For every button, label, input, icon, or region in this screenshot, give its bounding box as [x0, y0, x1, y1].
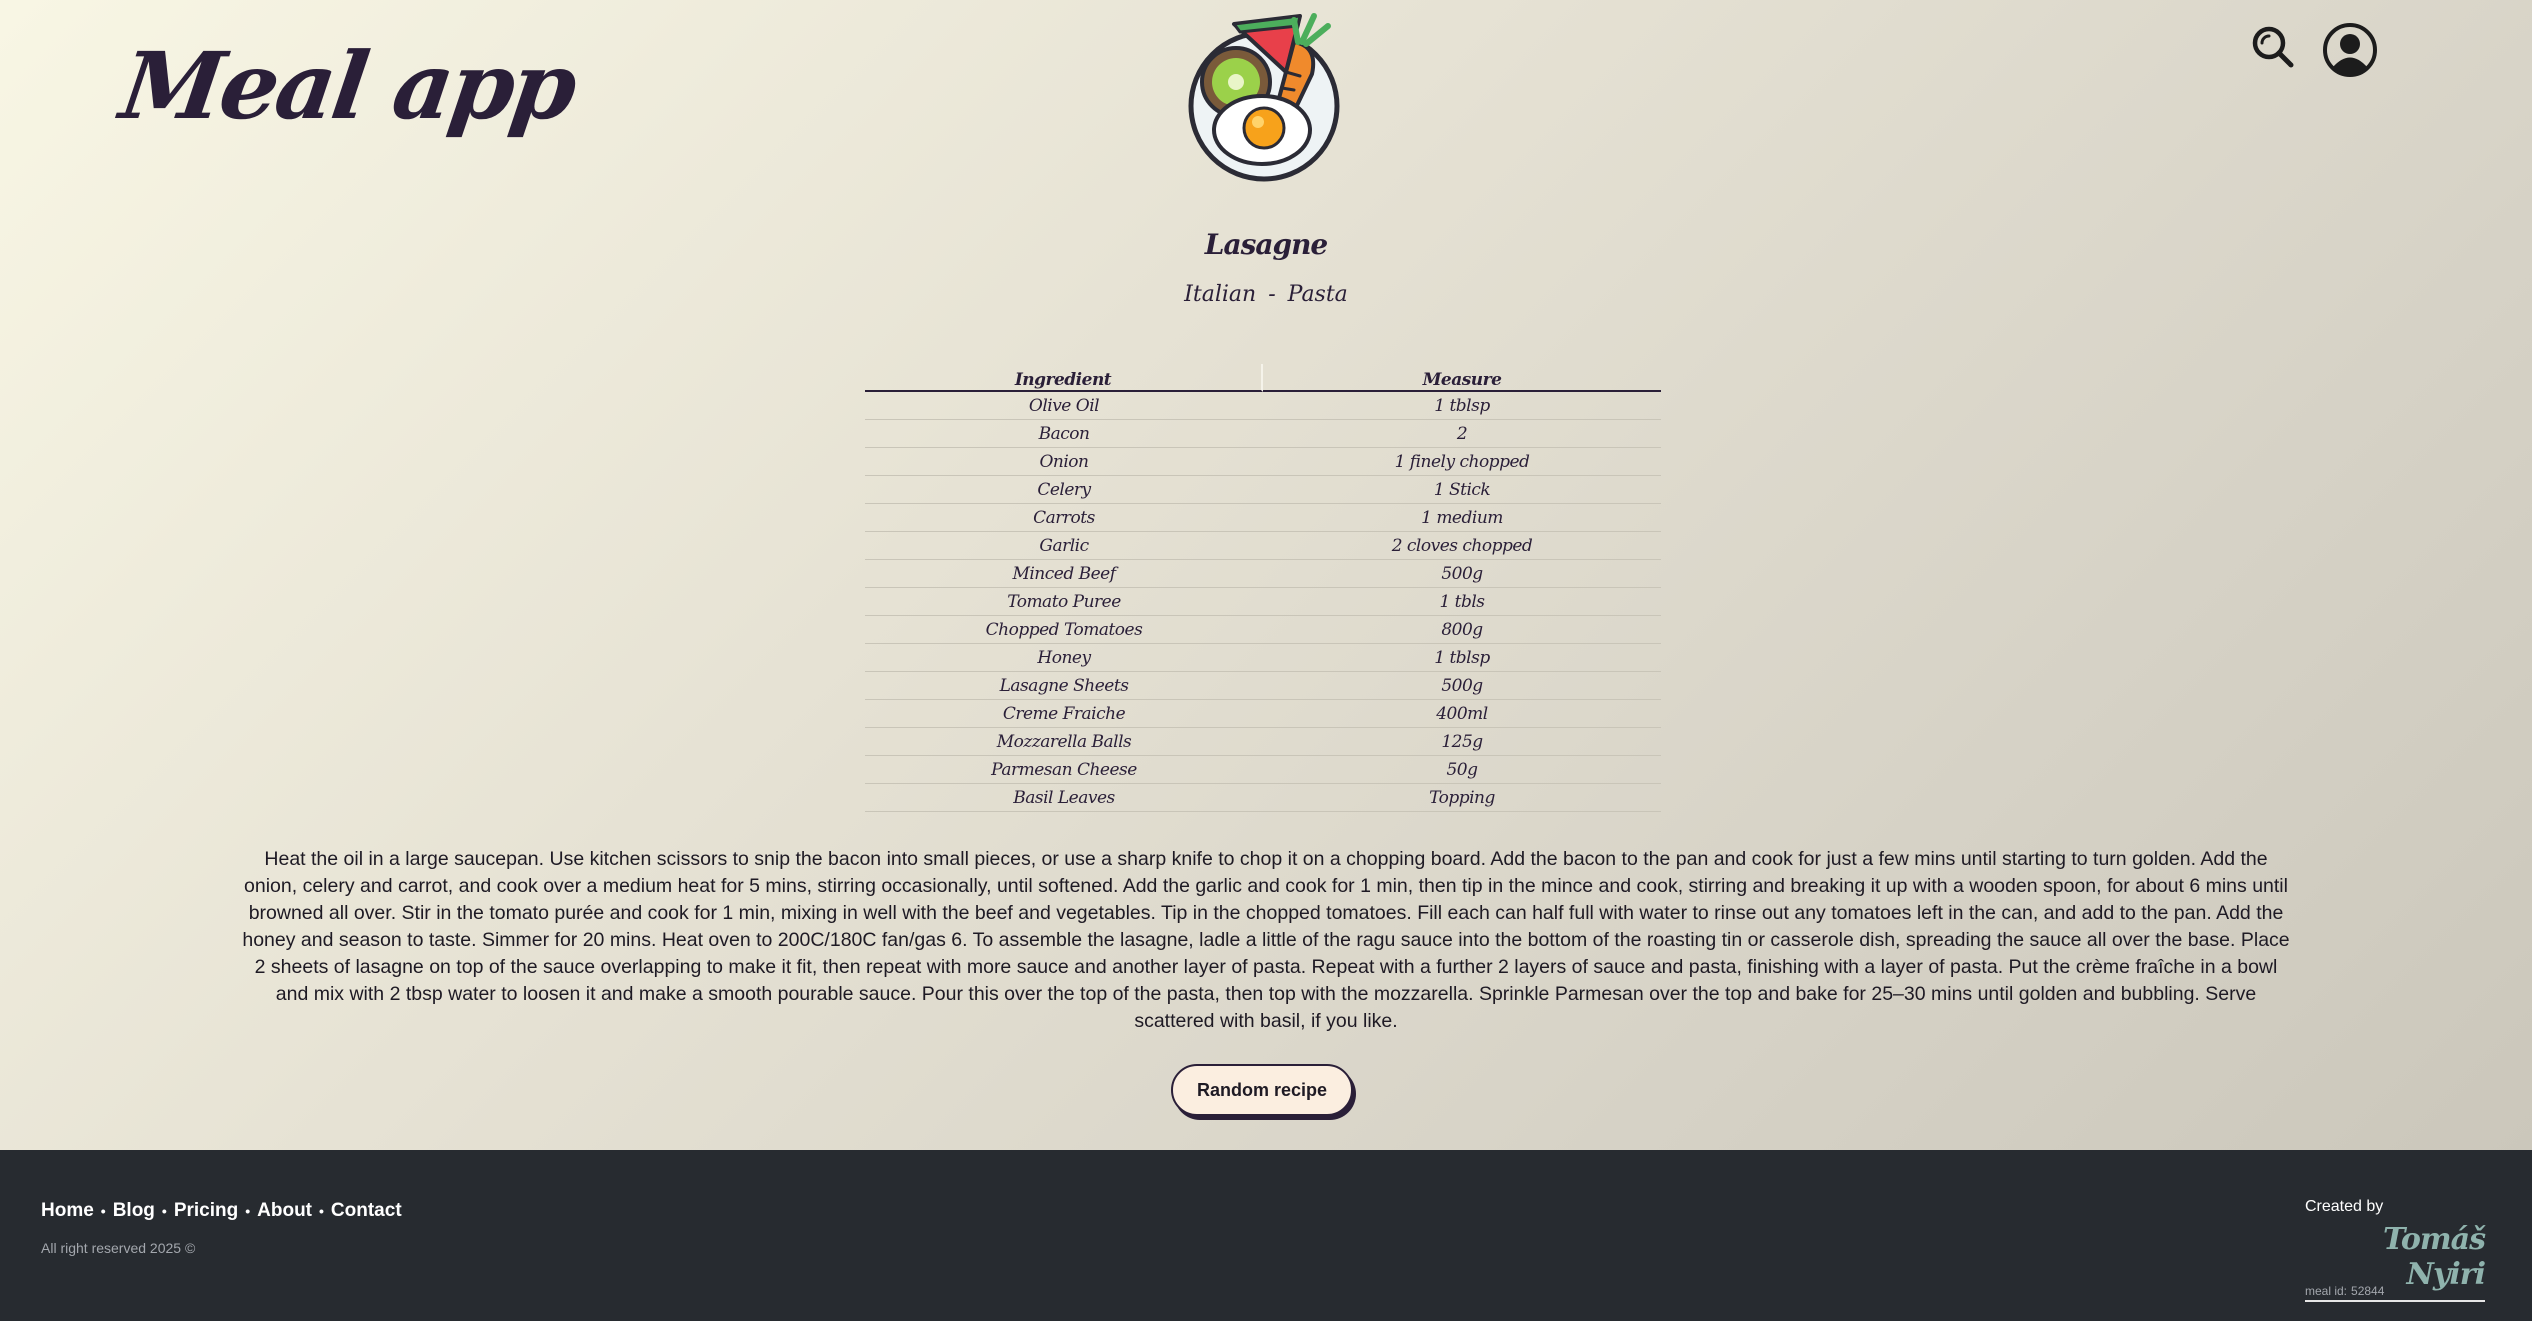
- ingredient-measure: 400ml: [1263, 700, 1661, 728]
- meal-subtitle-separator: -: [1268, 282, 1276, 307]
- ingredient-name: Creme Fraiche: [865, 700, 1263, 728]
- ingredient-measure: 125g: [1263, 728, 1661, 756]
- created-by-label: Created by: [2305, 1198, 2384, 1215]
- table-row: [865, 644, 1661, 672]
- ingredient-measure: 50g: [1263, 756, 1661, 784]
- ingredient-measure: 1 Stick: [1263, 476, 1661, 504]
- ingredient-column-header: Ingredient: [865, 364, 1263, 392]
- footer-nav: [41, 1200, 402, 1222]
- ingredient-name: Celery: [865, 476, 1263, 504]
- ingredient-measure: 500g: [1263, 672, 1661, 700]
- ingredient-name: Honey: [865, 644, 1263, 672]
- ingredient-measure: 1 tbls: [1263, 588, 1661, 616]
- ingredient-name: Chopped Tomatoes: [865, 616, 1263, 644]
- user-account-icon[interactable]: [2322, 22, 2378, 78]
- ingredient-name: Minced Beef: [865, 560, 1263, 588]
- meal-subtitle: [0, 282, 2532, 307]
- table-row: [865, 672, 1661, 700]
- ingredient-name: Basil Leaves: [865, 784, 1263, 812]
- ingredient-measure: 1 tblsp: [1263, 644, 1661, 672]
- author-signature[interactable]: Tomáš Nyiri: [2305, 1222, 2485, 1302]
- table-row: [865, 616, 1661, 644]
- table-row: [865, 588, 1661, 616]
- ingredient-name: Parmesan Cheese: [865, 756, 1263, 784]
- table-row: [865, 560, 1661, 588]
- footer-nav-separator: •: [319, 1203, 324, 1219]
- meal-id-label: meal id:: [2305, 1284, 2348, 1298]
- ingredient-measure: 1 finely chopped: [1263, 448, 1661, 476]
- meal-instructions: Heat the oil in a large saucepan. Use kitchen scissors to snip the bacon into small pieces, or use a sharp knife to chop it on a chopping board. Add the bacon to the pan and cook for just a few mins until starting to turn golden. Add the onion, celery and carrot, and cook over a medium heat for 5 mins, stirring occasionally, until softened. Add the garlic and cook for 1 min, then tip in the mince and cook, stirring and breaking it up with a wooden spoon, for about 6 mins until browned all over. Stir in the tomato purée and cook for 1 min, mixing in well with the beef and vegetables. Tip in the chopped tomatoes. Fill each can half full with water to rinse out any tomatoes left in the can, and add to the pan. Add the honey and season to taste. Simmer for 20 mins. Heat oven to 200C/180C fan/gas 6. To assemble the lasagne, ladle a little of the ragu sauce into the bottom of the roasting tin or casserole dish, spreading the sauce all over the base. Place 2 sheets of lasagne on top of the sauce overlapping to make it fit, then repeat with more sauce and another layer of pasta. Repeat with a further 2 layers of sauce and pasta, finishing with a layer of pasta. Put the crème fraîche in a bowl and mix with 2 tbsp water to loosen it and make a smooth pourable sauce. Pour this over the top of the pasta, then top with the mozzarella. Sprinkle Parmesan over the top and bake for 25–30 mins until golden and bubbling. Serve scattered with basil, if you like.: [242, 848, 2290, 1032]
- ingredient-name: Garlic: [865, 532, 1263, 560]
- ingredient-name: Mozzarella Balls: [865, 728, 1263, 756]
- meal-title: Lasagne: [1204, 228, 1328, 261]
- ingredient-measure: 2 cloves chopped: [1263, 532, 1661, 560]
- ingredient-measure: 1 tblsp: [1263, 392, 1661, 420]
- footer-nav-separator: •: [161, 1203, 167, 1219]
- table-row: [865, 728, 1661, 756]
- random-recipe-button[interactable]: Random recipe: [1171, 1064, 1353, 1116]
- ingredient-measure: 2: [1263, 420, 1661, 448]
- table-row: [865, 420, 1661, 448]
- meal-bowl-icon: [1182, 2, 1342, 187]
- ingredient-name: Olive Oil: [865, 392, 1263, 420]
- ingredient-name: Onion: [865, 448, 1263, 476]
- meal-id: [2305, 1284, 2384, 1298]
- footer-link-contact[interactable]: Contact: [330, 1200, 402, 1221]
- ingredient-name: Bacon: [865, 420, 1263, 448]
- ingredient-name: Lasagne Sheets: [865, 672, 1263, 700]
- table-row: [865, 504, 1661, 532]
- table-row: [865, 448, 1661, 476]
- table-row: [865, 392, 1661, 420]
- meal-id-value: 52844: [2351, 1284, 2385, 1298]
- table-row: [865, 756, 1661, 784]
- brand-title[interactable]: Meal app: [114, 32, 581, 140]
- footer-link-blog[interactable]: Blog: [112, 1200, 155, 1221]
- ingredient-name: Carrots: [865, 504, 1263, 532]
- search-icon[interactable]: [2250, 24, 2296, 70]
- measure-column-header: Measure: [1263, 364, 1661, 392]
- table-row: [865, 700, 1661, 728]
- copyright-text: All right reserved 2025 ©: [41, 1240, 196, 1256]
- ingredient-measure: 500g: [1263, 560, 1661, 588]
- ingredient-measure: 800g: [1263, 616, 1661, 644]
- table-row: [865, 532, 1661, 560]
- ingredients-table: [865, 364, 1661, 812]
- table-row: [865, 784, 1661, 812]
- ingredient-measure: 1 medium: [1263, 504, 1661, 532]
- footer-nav-separator: •: [100, 1203, 106, 1219]
- table-row: [865, 476, 1661, 504]
- meal-area: Italian: [1184, 282, 1257, 307]
- footer-link-home[interactable]: Home: [41, 1200, 94, 1221]
- footer-link-pricing[interactable]: Pricing: [173, 1200, 239, 1221]
- ingredient-name: Tomato Puree: [865, 588, 1263, 616]
- footer-nav-separator: •: [245, 1203, 251, 1219]
- meal-category: Pasta: [1287, 282, 1348, 307]
- footer: [0, 1150, 2532, 1321]
- ingredient-measure: Topping: [1263, 784, 1661, 812]
- footer-link-about[interactable]: About: [257, 1200, 313, 1221]
